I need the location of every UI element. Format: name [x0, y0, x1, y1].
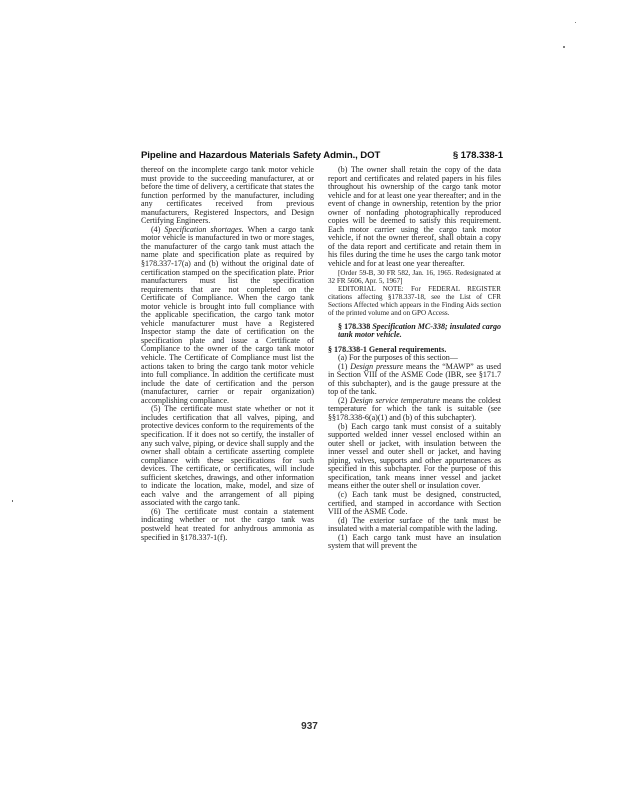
paragraph: (b) Each cargo tank must consist of a suitably supported welded inner vessel enclosed within an outer shell or jacket, with insulation between the inner vessel and outer shell or jacket, and having piping, valves, supports and other appurtenances as specified in this subchapter. For the purpose of this specification, tank means inner vessel and jacket means either the outer shell or insulation cover. [328, 421, 501, 491]
paragraph: (1) Design pressure means the “MAWP” as used in Section VIII of the ASME Code (IBR, see §171.7 of this subchapter), and is the gauge pressure at the top of the tank. [328, 361, 501, 397]
paragraph: (6) The certificate must contain a statement indicating whether or not the cargo tank was postweld heat treated for anhydrous ammonia as specified in §178.337-1(f). [141, 506, 314, 542]
left-column [141, 166, 314, 542]
paragraph: (d) The exterior surface of the tank must be insulated with a material compatible with the lading. [328, 515, 501, 534]
subsection-heading: § 178.338-1 General requirements. [328, 344, 447, 354]
defined-term: Design pressure [350, 361, 404, 371]
running-header-section: § 178.338-1 [452, 150, 503, 161]
defined-term: Design service temperature [350, 395, 440, 405]
paragraph: (2) Design service temperature means the coldest temperature for which the tank is suitable (see §§178.338-6(a)(1) and (b) of this subchapter). [328, 395, 502, 423]
running-header [141, 150, 503, 161]
scan-speck [563, 46, 565, 48]
running-header-agency: Pipeline and Hazardous Materials Safety Admin., DOT [141, 150, 381, 161]
paragraph: (c) Each tank must be designed, constructed, certified, and stamped in accordance with Section VIII of the ASME Code. [328, 489, 501, 517]
paragraph: (1) Each cargo tank must have an insulation system that will prevent the [328, 532, 501, 551]
paragraph: (5) The certificate must state whether or not it includes certification that all valves, piping, and protective devices conform to the requirements of the specification. If it does not so certify, the installer of any such valve, piping, or device shall supply and the owner shall obtain a certificate asserting complete compliance with these specifications for such devices. The certificate, or certificates, will include sufficient sketches, drawings, and other information to indicate the location, make, model, and size of each valve and the arrangement of all piping associated with the cargo tank. [141, 404, 314, 508]
scan-speck [575, 22, 576, 23]
paragraph: (a) For the purposes of this section— [338, 353, 458, 363]
editorial-note: EDITORIAL NOTE: For FEDERAL REGISTER citations affecting §178.337-18, see the List of CFR Sections Affected which appears in the Finding Aids section of the printed volume and on GPO Access. [328, 284, 501, 317]
paragraph: (b) The owner shall retain the copy of the data report and certificates and related papers in his files throughout his ownership of the cargo tank motor vehicle and for at least one year thereafter; and in the event of change in ownership, retention by the prior owner of nonfading photographically reproduced copies will be deemed to satisfy this requirement. Each motor carrier using the cargo tank motor vehicle, if not the owner thereof, shall obtain a copy of the data report and certificate and retain them in his files during the time he uses the cargo tank motor vehicle and for at least one year thereafter. [328, 165, 501, 269]
paragraph: thereof on the incomplete cargo tank motor vehicle must provide to the succeeding manufacturer, at or before the time of delivery, a certificate that states the function performed by the manufacturer, including any certificates received from previous manufacturers, Registered Inspectors, and Design Certifying Engineers. [141, 165, 314, 226]
paragraph-title: Specification shortages. [164, 224, 244, 234]
source-note: [Order 59-B, 30 FR 582, Jan. 16, 1965. Redesignated at 32 FR 5606, Apr. 5, 1967] [328, 268, 501, 285]
page-number: 937 [301, 721, 318, 732]
right-column [328, 166, 501, 551]
scan-speck [12, 500, 13, 502]
section-heading: § 178.338 Specification MC-338; insulated cargo tank motor vehicle. [338, 321, 502, 340]
paragraph: (4) Specification shortages. When a cargo tank motor vehicle is manufactured in two or more stages, the manufacturer of the cargo tank must attach the name plate and specification plate as required by §178.337-17(a) and (b) without the original date of certification stamped on the specification plate. Prior manufacturers must list the specification requirements that are not completed on the Certificate of Compliance. When the cargo tank motor vehicle is brought into full compliance with the applicable specification, the cargo tank motor vehicle manufacturer must have a Registered Inspector stamp the date of certification on the specification plate and issue a Certificate of Compliance to the owner of the cargo tank motor vehicle. The Certificate of Compliance must list the actions taken to bring the cargo tank motor vehicle into full compliance. In addition the certificate must include the date of certification and the person (manufacturer, carrier or repair organization) accomplishing compliance. [141, 224, 314, 405]
